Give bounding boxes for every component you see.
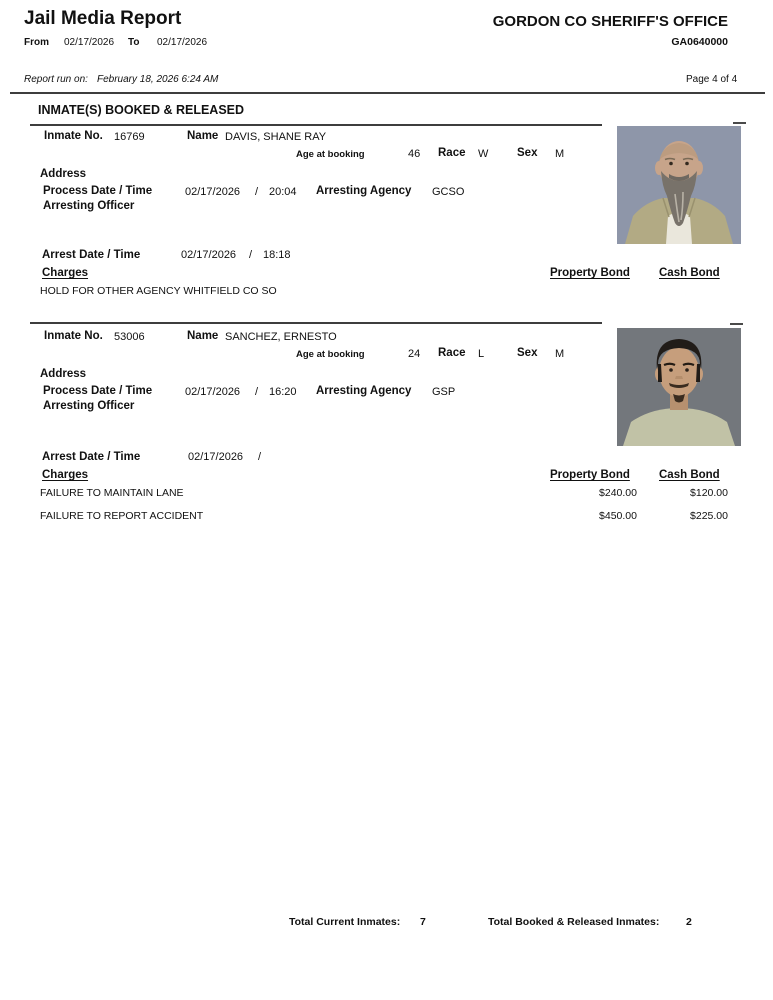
age-label: Age at booking	[296, 349, 365, 360]
charges-header: Charges	[42, 267, 89, 279]
name-label: Name	[187, 130, 219, 142]
inmate-no-value: 16769	[114, 131, 145, 143]
sex-value: M	[555, 348, 565, 360]
age-value: 46	[408, 148, 421, 160]
charge-description: FAILURE TO REPORT ACCIDENT	[40, 510, 204, 522]
process-slash: /	[255, 186, 259, 198]
address-label: Address	[40, 368, 87, 380]
property-bond-header: Property Bond	[550, 267, 630, 279]
sex-value: M	[555, 148, 565, 160]
arresting-agency-value: GSP	[432, 386, 456, 398]
record-divider	[30, 124, 602, 126]
charge-cash-bond: $225.00	[690, 510, 728, 522]
arresting-officer-label: Arresting Officer	[43, 200, 135, 212]
agency-code: GA0640000	[671, 36, 728, 48]
charge-property-bond: $240.00	[599, 487, 637, 499]
total-current-value: 7	[420, 916, 426, 928]
arresting-agency-value: GCSO	[432, 186, 465, 198]
run-on-value: February 18, 2026 6:24 AM	[97, 74, 219, 85]
arrest-label: Arrest Date / Time	[42, 451, 141, 463]
property-bond-header: Property Bond	[550, 469, 630, 481]
process-date: 02/17/2026	[185, 186, 241, 198]
arrest-slash: /	[258, 451, 262, 463]
cash-bond-header: Cash Bond	[659, 267, 720, 279]
cash-bond-header: Cash Bond	[659, 469, 720, 481]
page-number: Page 4 of 4	[686, 74, 738, 85]
total-booked-released-label: Total Booked & Released Inmates:	[488, 916, 660, 928]
arresting-agency-label: Arresting Agency	[316, 185, 412, 197]
arresting-agency-label: Arresting Agency	[316, 385, 412, 397]
inmate-no-label: Inmate No.	[44, 130, 103, 142]
name-label: Name	[187, 330, 219, 342]
total-current-label: Total Current Inmates:	[289, 916, 401, 928]
header-divider	[10, 92, 765, 94]
to-label: To	[128, 37, 140, 48]
arrest-date: 02/17/2026	[181, 249, 237, 261]
office-name: GORDON CO SHERIFF'S OFFICE	[492, 13, 728, 30]
arrest-time: 18:18	[263, 249, 291, 261]
arrest-date: 02/17/2026	[188, 451, 244, 463]
charge-description: FAILURE TO MAINTAIN LANE	[40, 487, 184, 499]
age-label: Age at booking	[296, 149, 365, 160]
from-date: 02/17/2026	[64, 37, 115, 48]
mugshot-photo-sanchez	[617, 328, 741, 446]
run-on-label: Report run on:	[24, 74, 88, 85]
name-value: DAVIS, SHANE RAY	[225, 131, 327, 143]
record-divider	[30, 322, 602, 324]
charges-header: Charges	[42, 469, 89, 481]
race-label: Race	[438, 147, 466, 159]
race-value: L	[478, 348, 485, 360]
charge-cash-bond: $120.00	[690, 487, 728, 499]
photo-corner-mark	[730, 323, 743, 325]
charge-property-bond: $450.00	[599, 510, 637, 522]
arresting-officer-label: Arresting Officer	[43, 400, 135, 412]
photo-corner-mark	[733, 122, 746, 124]
arrest-label: Arrest Date / Time	[42, 249, 141, 261]
process-label: Process Date / Time	[43, 385, 153, 397]
from-label: From	[24, 37, 49, 48]
charge-description: HOLD FOR OTHER AGENCY WHITFIELD CO SO	[40, 285, 277, 297]
to-date: 02/17/2026	[157, 37, 208, 48]
process-time: 20:04	[269, 186, 297, 198]
race-label: Race	[438, 347, 466, 359]
race-value: W	[478, 148, 489, 160]
section-title: INMATE(S) BOOKED & RELEASED	[38, 103, 245, 117]
inmate-no-value: 53006	[114, 331, 145, 343]
inmate-no-label: Inmate No.	[44, 330, 103, 342]
page-title: Jail Media Report	[24, 8, 182, 29]
sex-label: Sex	[517, 147, 538, 159]
sex-label: Sex	[517, 347, 538, 359]
arrest-slash: /	[249, 249, 253, 261]
total-booked-released-value: 2	[686, 916, 692, 928]
name-value: SANCHEZ, ERNESTO	[225, 331, 337, 343]
mugshot-photo-davis	[617, 126, 741, 244]
age-value: 24	[408, 348, 421, 360]
process-date: 02/17/2026	[185, 386, 241, 398]
process-slash: /	[255, 386, 259, 398]
process-label: Process Date / Time	[43, 185, 153, 197]
process-time: 16:20	[269, 386, 297, 398]
address-label: Address	[40, 168, 87, 180]
